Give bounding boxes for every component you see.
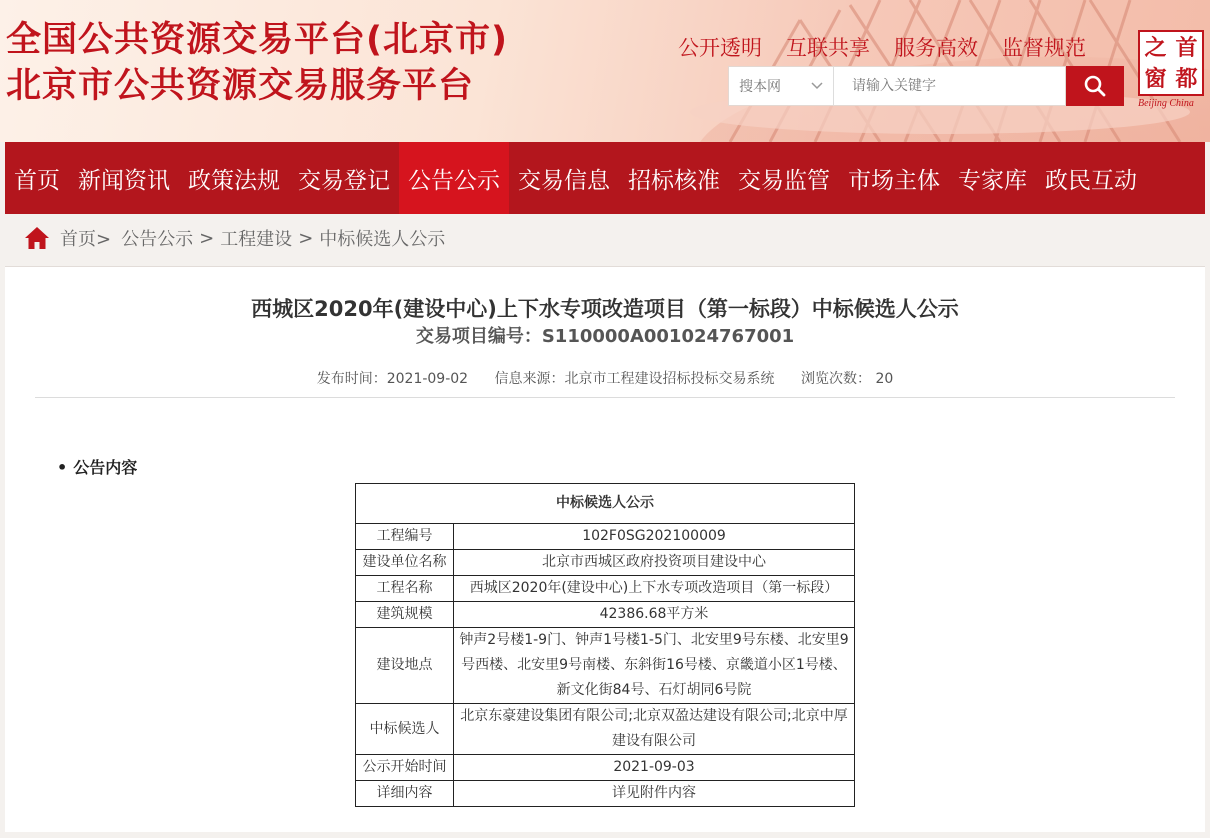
row-label: 建设地点 bbox=[356, 628, 454, 704]
publish-time: 发布时间：2021-09-02 bbox=[316, 371, 469, 387]
row-value: 42386.68平方米 bbox=[454, 602, 855, 628]
divider bbox=[35, 397, 1175, 398]
breadcrumb-separator: > bbox=[199, 227, 215, 249]
search-scope-label: 搜本网 bbox=[739, 79, 781, 95]
slogan-sharing: 互联共享 bbox=[786, 36, 870, 60]
table-row bbox=[356, 755, 855, 781]
nav-item-home[interactable]: 首页 bbox=[14, 167, 60, 194]
nav-item-market-entities[interactable]: 市场主体 bbox=[848, 167, 940, 194]
section-heading bbox=[57, 455, 137, 478]
shoudu-zhichuang-logo[interactable] bbox=[1138, 30, 1206, 110]
row-label: 建筑规模 bbox=[356, 602, 454, 628]
row-value: 北京市西城区政府投资项目建设中心 bbox=[454, 550, 855, 576]
logo-char: 之 bbox=[1144, 34, 1167, 61]
nav-item-announcements[interactable]: 公告公示 bbox=[399, 142, 509, 214]
nav-item-interaction[interactable]: 政民互动 bbox=[1045, 167, 1137, 194]
info-source: 信息来源：北京市工程建设招标投标交易系统 bbox=[494, 371, 775, 387]
table-row bbox=[356, 704, 855, 755]
logo-emblem bbox=[1138, 30, 1204, 96]
logo-char: 窗 bbox=[1144, 65, 1167, 92]
row-value: 北京东豪建设集团有限公司;北京双盈达建设有限公司;北京中厚建设有限公司 bbox=[454, 704, 855, 755]
slogan-transparency: 公开透明 bbox=[678, 36, 762, 60]
breadcrumb-engineering[interactable]: 工程建设 bbox=[220, 229, 293, 250]
article-panel bbox=[5, 266, 1205, 832]
row-label: 工程编号 bbox=[356, 524, 454, 550]
row-value: 102F0SG202100009 bbox=[454, 524, 855, 550]
nav-item-trade-info[interactable]: 交易信息 bbox=[518, 167, 610, 194]
nav-item-policy[interactable]: 政策法规 bbox=[188, 167, 280, 194]
table-heading: 中标候选人公示 bbox=[356, 484, 855, 524]
bullet-icon: • bbox=[57, 458, 68, 477]
candidate-notice-table bbox=[355, 483, 855, 807]
row-value: 详见附件内容 bbox=[454, 781, 855, 807]
main-nav bbox=[5, 142, 1205, 214]
nav-item-expert-pool[interactable]: 专家库 bbox=[958, 167, 1027, 194]
slogan-supervision: 监督规范 bbox=[1002, 36, 1086, 60]
nav-item-supervision[interactable]: 交易监管 bbox=[738, 167, 830, 194]
home-icon bbox=[24, 226, 50, 250]
slogans bbox=[678, 32, 1086, 62]
table-row bbox=[356, 576, 855, 602]
view-count: 浏览次数： 20 bbox=[801, 371, 894, 387]
row-label: 工程名称 bbox=[356, 576, 454, 602]
site-title-line2: 北京市公共资源交易服务平台 bbox=[6, 66, 475, 106]
table-row bbox=[356, 781, 855, 807]
site-header bbox=[0, 0, 1210, 142]
search-input[interactable] bbox=[834, 66, 1066, 106]
nav-item-bid-approval[interactable]: 招标核准 bbox=[628, 167, 720, 194]
site-title-line1: 全国公共资源交易平台(北京市) bbox=[6, 20, 508, 60]
article-title: 西城区2020年(建设中心)上下水专项改造项目（第一标段）中标候选人公示 bbox=[251, 297, 959, 321]
row-label: 建设单位名称 bbox=[356, 550, 454, 576]
search-icon bbox=[1083, 74, 1107, 98]
breadcrumb-home[interactable]: 首页> bbox=[60, 229, 112, 250]
logo-subtitle: Beijing China bbox=[1138, 98, 1194, 109]
search-bar bbox=[728, 66, 1124, 106]
row-value: 2021-09-03 bbox=[454, 755, 855, 781]
table-row bbox=[356, 628, 855, 704]
nav-item-registration[interactable]: 交易登记 bbox=[298, 167, 390, 194]
table-row bbox=[356, 524, 855, 550]
section-heading-text: 公告内容 bbox=[73, 458, 138, 477]
table-row bbox=[356, 484, 855, 524]
article-meta bbox=[5, 368, 1205, 388]
row-label: 详细内容 bbox=[356, 781, 454, 807]
search-scope-select[interactable] bbox=[728, 66, 834, 106]
table-row bbox=[356, 550, 855, 576]
row-label: 中标候选人 bbox=[356, 704, 454, 755]
logo-char: 首 bbox=[1175, 34, 1198, 61]
breadcrumb-current[interactable]: 中标候选人公示 bbox=[319, 229, 446, 250]
nav-item-news[interactable]: 新闻资讯 bbox=[78, 167, 170, 194]
row-label: 公示开始时间 bbox=[356, 755, 454, 781]
table-row bbox=[356, 602, 855, 628]
search-button[interactable] bbox=[1066, 66, 1124, 106]
trade-project-code: 交易项目编号：S110000A001024767001 bbox=[415, 326, 795, 347]
row-value: 钟声2号楼1-9门、钟声1号楼1-5门、北安里9号东楼、北安里9号西楼、北安里9号南楼、东斜街16号楼、京畿道小区1号楼、新文化街84号、石灯胡同6号院 bbox=[454, 628, 855, 704]
row-value: 西城区2020年(建设中心)上下水专项改造项目（第一标段） bbox=[454, 576, 855, 602]
logo-char: 都 bbox=[1175, 65, 1198, 92]
breadcrumb bbox=[24, 224, 445, 252]
breadcrumb-announcements[interactable]: 公告公示 bbox=[121, 229, 194, 250]
breadcrumb-separator: > bbox=[298, 227, 314, 249]
slogan-efficiency: 服务高效 bbox=[894, 36, 978, 60]
chevron-down-icon bbox=[811, 82, 823, 90]
